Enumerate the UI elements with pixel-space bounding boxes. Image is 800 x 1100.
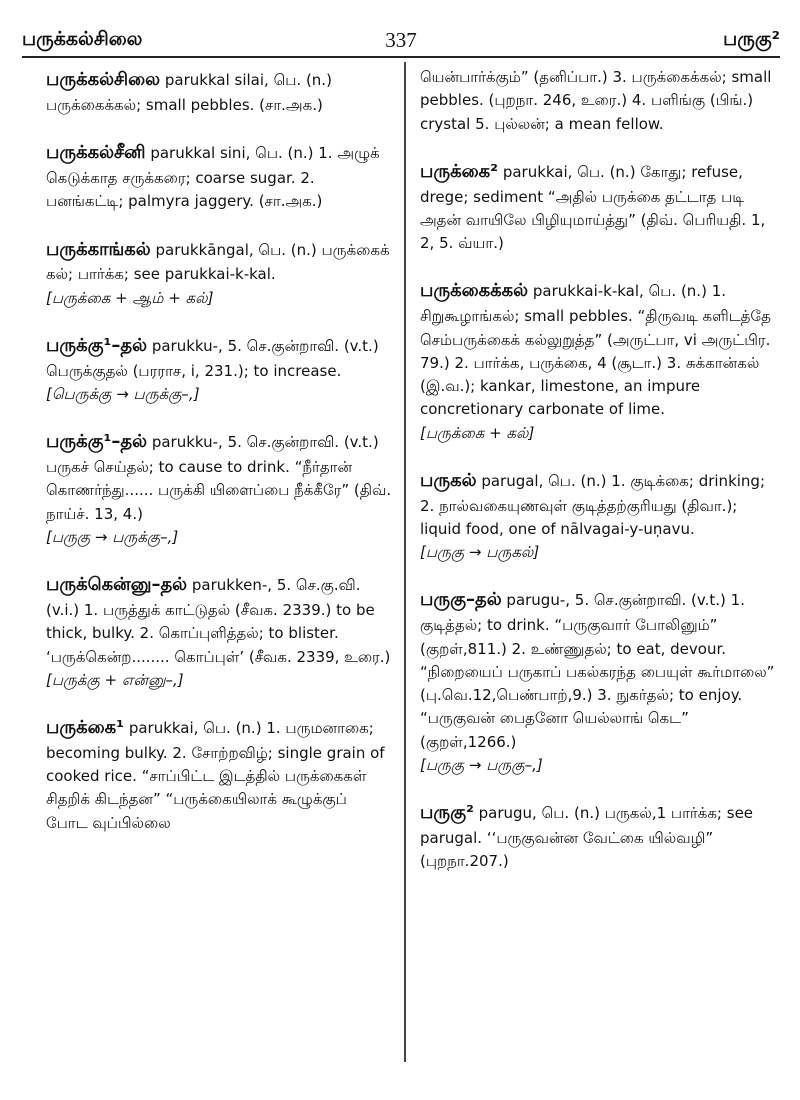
dictionary-entry xyxy=(420,799,780,873)
entry-headword: பருக்காங்கல் xyxy=(46,238,151,260)
dictionary-entry xyxy=(46,139,392,213)
column-divider xyxy=(404,62,406,1062)
dictionary-entry xyxy=(46,714,392,835)
dictionary-entry xyxy=(46,428,392,549)
entry-body: parukkal silai, பெ. (n.) பருக்கைக்கல்; small pebbles. (சா.அக.) xyxy=(46,71,332,114)
entry-body: parukku-, 5. செ.குன்றாவி. (v.t.) பருகச் செய்தல்; to cause to drink. “நீர்தான் கொணர்ந்து...... பருக்கி யிளைப்பை நீக்கீரே” (திவ். நாய்ச். 13, 4.) xyxy=(46,433,392,523)
right-column xyxy=(420,66,780,895)
entry-headword: பருகு–தல் xyxy=(420,589,502,611)
entry-body: parugu, பெ. (n.) பருகல்,1 பார்க்க; see parugal. ‘‘பருகுவன்ன வேட்கை யில்வழி” (புறநா.207.) xyxy=(420,804,754,871)
dictionary-entry xyxy=(420,467,780,565)
entry-headword: பருக்கல்சிலை xyxy=(46,69,161,90)
entry-body: parukkāngal, பெ. (n.) பருக்கைக் கல்; பார்க்க; see parukkai-k-kal. xyxy=(46,240,390,284)
entry-headword: பருகல் xyxy=(420,469,477,491)
dictionary-entry xyxy=(420,586,780,777)
dictionary-entry xyxy=(420,277,780,444)
entry-etymology: [பருகு → பருகல்] xyxy=(420,543,540,562)
entry-etymology: [பருகு → பருக்கு–,] xyxy=(46,527,179,546)
entry-headword: பருக்கை¹ xyxy=(46,717,125,739)
entry-body: parugu-, 5. செ.குன்றாவி. (v.t.) 1. குடித்தல்; to drink. “பருகுவார் போலினும்” (குறள்,811.) 2. உண்ணுதல்; to eat, devour. “நிறையைப் பருகாப் பகல்கரந்த பையுள் கூர்மாலை” (பு.வெ.12,பெண்பாற்,9.) 3. நுகர்தல்; to enjoy. “பருகுவன் பைதனோ யெல்லாங் கெட” (குறள்,1266.) xyxy=(420,591,775,751)
entry-body: parugal, பெ. (n.) 1. குடிக்கை; drinking; 2. நால்வகையுணவுள் குடித்தற்குரியது (திவா.); liquid food, one of nālvagai-y-uṇavu. xyxy=(420,471,766,538)
header-last-word: பருகு² xyxy=(723,28,780,50)
entry-headword: பருக்கு¹–தல் xyxy=(46,334,148,356)
entry-headword: பருக்கு¹–தல் xyxy=(46,431,148,453)
entry-etymology: [பெருக்கு → பருக்கு–,] xyxy=(46,385,200,404)
header-rule xyxy=(22,56,780,58)
dictionary-entry xyxy=(46,66,392,117)
entry-body: parukkai, பெ. (n.) கோது; refuse, drege; sediment “அதில் பருக்கை தட்டாத படி அதன் வாயிலே பிழியுமாய்த்து” (திவ். பெரியதி. 1, 2, 5. வ்யா.) xyxy=(420,162,766,253)
dictionary-entry xyxy=(46,332,392,406)
entry-etymology: [பருகு → பருகு–,] xyxy=(420,755,543,774)
entry-headword: பருக்கென்னு–தல் xyxy=(46,574,188,596)
entry-continuation: யென்பார்க்கும்” (தனிப்பா.) 3. பருக்கைக்கல்; small pebbles. (புறநா. 246, உரை.) 4. பளிங்கு (பிங்.) crystal 5. புல்லன்; a mean fellow. xyxy=(420,68,772,133)
entry-headword: பருக்கை² xyxy=(420,160,499,182)
entry-body: parukkai, பெ. (n.) 1. பருமனாகை; becoming bulky. 2. சோற்றவிழ்; single grain of cooked rice. “சாப்பிட்ட இடத்தில் பருக்கைகள் சிதறிக் கிடந்தன” “பருக்கையிலாக் கூழுக்குப் போட வுப்பில்லை xyxy=(46,719,385,832)
entry-body: parukkal sini, பெ. (n.) 1. அழுக் கெடுக்காத சருக்கரை; coarse sugar. 2. பனங்கட்டி; palmyra jaggery. (சா.அக.) xyxy=(46,144,380,211)
entry-headword: பருக்கல்சீனி xyxy=(46,142,146,164)
entry-headword: பருகு² xyxy=(420,802,474,824)
entry-etymology: [பருக்கை + கல்] xyxy=(420,423,535,442)
entry-body: parukkai-k-kal, பெ. (n.) 1. சிறுகூழாங்கல்; small pebbles. “திருவடி களிடத்தே செம்பருக்கைக் கல்லுறுத்த” (அருட்பா, vi அருட்பிர. 79.) 2. பார்க்க, பருக்கை, 4 (சூடா.) 3. சுக்கான்கல் (இ.வ.); kankar, limestone, an impure concretionary carbonate of lime. xyxy=(420,282,771,419)
entry-body: parukken-, 5. செ.கு.வி. (v.i.) 1. பருத்துக் காட்டுதல் (சீவக. 2339.) to be thick, bulky. 2. கொப்புளித்தல்; to blister. ‘பருக்கென்ற........ கொப்புள்’ (சீவக. 2339, உரை.) xyxy=(46,576,391,666)
entry-etymology: [பருக்கை + ஆம் + கல்] xyxy=(46,288,214,307)
entry-etymology: [பருக்கு + என்னு–,] xyxy=(46,670,184,689)
entry-body: parukku-, 5. செ.குன்றாவி. (v.t.) பெருக்குதல் (பரராச, i, 231.); to increase. xyxy=(46,336,379,380)
entry-headword: பருக்கைக்கல் xyxy=(420,280,529,302)
dictionary-entry xyxy=(420,158,780,256)
dictionary-entry xyxy=(46,236,392,310)
header-first-word: பருக்கல்சிலை xyxy=(22,28,143,50)
dictionary-entry xyxy=(46,571,392,692)
page-number: 337 xyxy=(385,28,417,52)
left-column xyxy=(46,66,392,857)
